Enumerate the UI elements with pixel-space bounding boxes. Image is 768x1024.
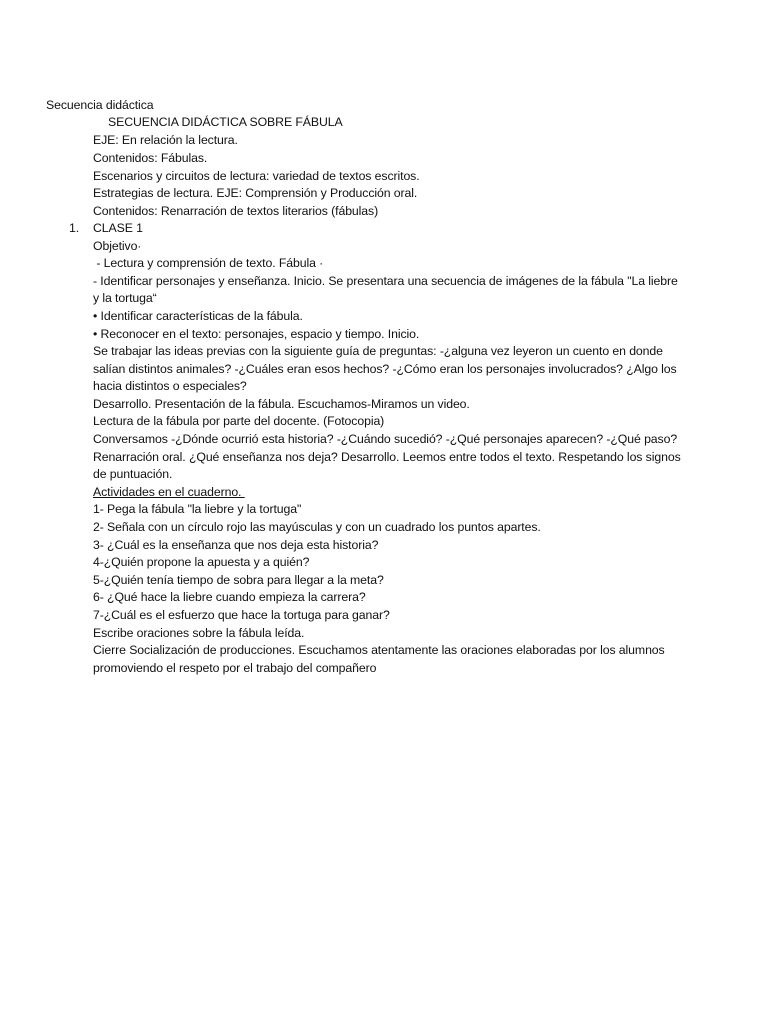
body-line: y la tortuga“ xyxy=(93,291,157,305)
activity-item: 7-¿Cuál es el esfuerzo que hace la tortuga para ganar? xyxy=(93,608,390,622)
body-line: Desarrollo. Presentación de la fábula. Escuchamos-Miramos un video. xyxy=(93,397,470,411)
body-line: de puntuación. xyxy=(93,467,173,481)
body-line: - Lectura y comprensión de texto. Fábula · xyxy=(93,256,324,270)
activity-item: Escribe oraciones sobre la fábula leída. xyxy=(93,626,305,640)
intro-line: Estrategias de lectura. EJE: Comprensión y Producción oral. xyxy=(93,186,418,200)
activity-item: 5-¿Quién tenía tiempo de sobra para llegar a la meta? xyxy=(93,573,384,587)
activity-item: Cierre Socialización de producciones. Escuchamos atentamente las oraciones elaboradas por los alumnos xyxy=(93,643,665,657)
activities-heading: Actividades en el cuaderno. xyxy=(93,485,245,499)
intro-line: Escenarios y circuitos de lectura: variedad de textos escritos. xyxy=(93,169,420,183)
activity-item: promoviendo el respeto por el trabajo del compañero xyxy=(93,661,377,675)
activity-item: 2- Señala con un círculo rojo las mayúsculas y con un cuadrado los puntos apartes. xyxy=(93,520,541,534)
body-line: hacia distintos o especiales? xyxy=(93,379,247,393)
intro-line: EJE: En relación la lectura. xyxy=(93,133,238,147)
activity-item: 1- Pega la fábula "la liebre y la tortuga" xyxy=(93,502,302,516)
intro-line: Contenidos: Renarración de textos literarios (fábulas) xyxy=(93,204,379,218)
body-line: Se trabajar las ideas previas con la siguiente guía de preguntas: -¿alguna vez leyeron un cuento en donde xyxy=(93,344,663,358)
body-line: Lectura de la fábula por parte del docente. (Fotocopia) xyxy=(93,414,385,428)
body-line: Renarración oral. ¿Qué enseñanza nos deja? Desarrollo. Leemos entre todos el texto. Respetando los signos xyxy=(93,450,681,464)
activity-item: 3- ¿Cuál es la enseñanza que nos deja esta historia? xyxy=(93,538,379,552)
bullet-line: • Identificar características de la fábula. xyxy=(93,309,303,323)
body-line: - Identificar personajes y enseñanza. Inicio. Se presentara una secuencia de imágenes de la fábula "La liebre xyxy=(93,274,678,288)
document-heading: SECUENCIA DIDÁCTICA SOBRE FÁBULA xyxy=(108,115,343,129)
activity-item: 4-¿Quién propone la apuesta y a quién? xyxy=(93,555,310,569)
body-line: Conversamos -¿Dónde ocurrió esta historia? -¿Cuándo sucedió? -¿Qué personajes aparecen? -¿Qué paso? xyxy=(93,432,678,446)
clase-label: CLASE 1 xyxy=(93,221,143,235)
bullet-line: • Reconocer en el texto: personajes, espacio y tiempo. Inicio. xyxy=(93,327,420,341)
activity-item: 6- ¿Qué hace la liebre cuando empieza la carrera? xyxy=(93,590,366,604)
document-title: Secuencia didáctica xyxy=(46,98,154,112)
list-number: 1. xyxy=(69,221,80,235)
body-line: Objetivo· xyxy=(93,239,142,253)
body-line: salían distintos animales? -¿Cuáles eran esos hechos? -¿Cómo eran los personajes involucrados? ¿Algo los xyxy=(93,362,677,376)
intro-line: Contenidos: Fábulas. xyxy=(93,151,208,165)
